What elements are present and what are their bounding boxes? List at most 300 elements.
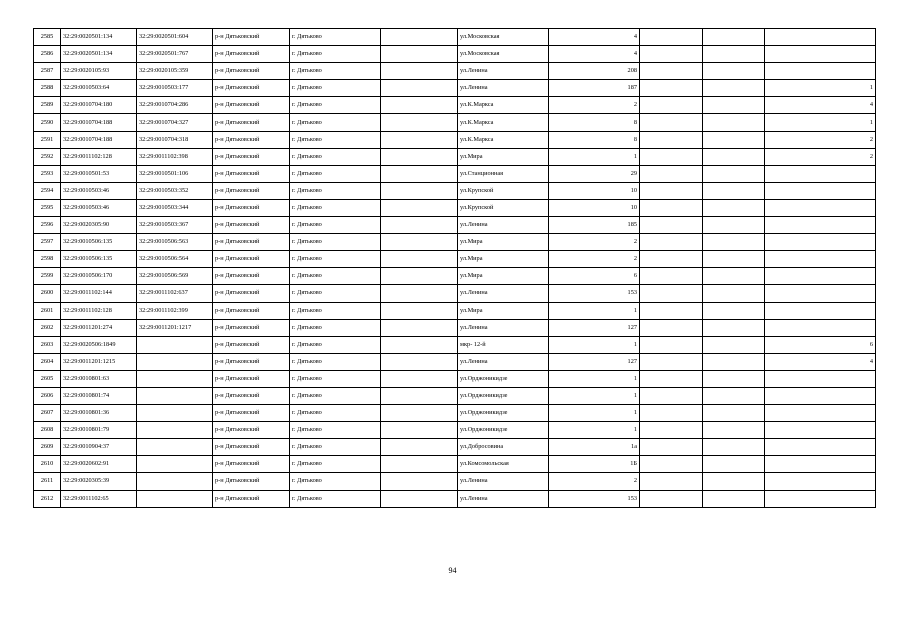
cell-empty: [381, 80, 458, 97]
cell-row-number: 2589: [34, 97, 61, 114]
cell-row-number: 2594: [34, 182, 61, 199]
cell-empty: [381, 302, 458, 319]
cell-district: р-н Дятьковский: [213, 422, 290, 439]
cell-town: г. Дятьково: [290, 490, 381, 507]
table-row: [34, 114, 876, 131]
cell-street: ул.Крупской: [458, 199, 549, 216]
cell-row-number: 2591: [34, 131, 61, 148]
table-row: [34, 234, 876, 251]
cell-apartment-number: 6: [765, 336, 876, 353]
cell-town: г. Дятьково: [290, 217, 381, 234]
cell-cadastral-number: 32:29:0010503:46: [61, 182, 137, 199]
cell-row-number: 2590: [34, 114, 61, 131]
cell-empty: [640, 199, 703, 216]
cell-cadastral-number-2: 32:29:0010506:564: [137, 251, 213, 268]
cell-empty: [381, 422, 458, 439]
cell-empty: [703, 387, 765, 404]
cell-cadastral-number: 32:29:0020506:1849: [61, 336, 137, 353]
cell-empty: [381, 29, 458, 46]
cell-street: ул.Крупской: [458, 182, 549, 199]
cell-cadastral-number: 32:29:0011102:65: [61, 490, 137, 507]
cell-empty: [381, 336, 458, 353]
cell-cadastral-number: 32:29:0020501:134: [61, 46, 137, 63]
cell-district: р-н Дятьковский: [213, 131, 290, 148]
cell-empty: [640, 387, 703, 404]
cell-house-number: 1Б: [549, 456, 640, 473]
cell-empty: [703, 182, 765, 199]
cell-cadastral-number-2: 32:29:0010704:318: [137, 131, 213, 148]
cell-street: ул.Московская: [458, 29, 549, 46]
cell-empty: [703, 234, 765, 251]
cell-town: г. Дятьково: [290, 319, 381, 336]
cell-district: р-н Дятьковский: [213, 268, 290, 285]
cell-empty: [381, 370, 458, 387]
cell-house-number: 4: [549, 29, 640, 46]
cell-row-number: 2599: [34, 268, 61, 285]
cell-row-number: 2597: [34, 234, 61, 251]
cell-house-number: 1а: [549, 439, 640, 456]
cell-apartment-number: [765, 370, 876, 387]
cell-cadastral-number: 32:29:0011102:128: [61, 302, 137, 319]
cell-district: р-н Дятьковский: [213, 97, 290, 114]
cell-row-number: 2610: [34, 456, 61, 473]
cell-district: р-н Дятьковский: [213, 80, 290, 97]
cell-apartment-number: [765, 234, 876, 251]
cell-cadastral-number: 32:29:0010704:180: [61, 97, 137, 114]
cell-empty: [640, 217, 703, 234]
cell-cadastral-number: 32:29:0010801:79: [61, 422, 137, 439]
cell-empty: [640, 370, 703, 387]
cell-apartment-number: [765, 251, 876, 268]
cell-house-number: 2: [549, 234, 640, 251]
cell-street: ул.Орджоникидзе: [458, 370, 549, 387]
table-row: [34, 336, 876, 353]
cell-empty: [703, 80, 765, 97]
cell-empty: [640, 131, 703, 148]
cell-cadastral-number: 32:29:0020501:134: [61, 29, 137, 46]
cell-cadastral-number-2: 32:29:0010503:177: [137, 80, 213, 97]
cell-apartment-number: [765, 268, 876, 285]
cell-street: ул.Ленина: [458, 353, 549, 370]
registry-table: [33, 28, 876, 508]
cell-cadastral-number: 32:29:0010503:46: [61, 199, 137, 216]
cell-cadastral-number: 32:29:0010801:63: [61, 370, 137, 387]
cell-row-number: 2607: [34, 405, 61, 422]
cell-district: р-н Дятьковский: [213, 319, 290, 336]
cell-empty: [381, 490, 458, 507]
cell-row-number: 2609: [34, 439, 61, 456]
cell-empty: [381, 165, 458, 182]
cell-house-number: 1: [549, 422, 640, 439]
cell-row-number: 2602: [34, 319, 61, 336]
table-row: [34, 405, 876, 422]
cell-town: г. Дятьково: [290, 456, 381, 473]
cell-cadastral-number: 32:29:0020305:90: [61, 217, 137, 234]
cell-town: г. Дятьково: [290, 46, 381, 63]
cell-town: г. Дятьково: [290, 251, 381, 268]
cell-town: г. Дятьково: [290, 405, 381, 422]
cell-empty: [640, 353, 703, 370]
cell-row-number: 2604: [34, 353, 61, 370]
cell-empty: [381, 268, 458, 285]
cell-street: ул.Ленина: [458, 285, 549, 302]
cell-empty: [640, 456, 703, 473]
cell-street: ул.Ленина: [458, 319, 549, 336]
cell-street: ул.Ленина: [458, 473, 549, 490]
cell-cadastral-number-2: 32:29:0010503:352: [137, 182, 213, 199]
cell-street: ул.Станционная: [458, 165, 549, 182]
cell-empty: [703, 456, 765, 473]
table-row: [34, 199, 876, 216]
cell-empty: [703, 268, 765, 285]
cell-empty: [640, 234, 703, 251]
cell-district: р-н Дятьковский: [213, 285, 290, 302]
table-row: [34, 285, 876, 302]
cell-row-number: 2601: [34, 302, 61, 319]
cell-cadastral-number: 32:29:0020602:91: [61, 456, 137, 473]
cell-district: р-н Дятьковский: [213, 387, 290, 404]
cell-district: р-н Дятьковский: [213, 405, 290, 422]
cell-district: р-н Дятьковский: [213, 46, 290, 63]
cell-empty: [381, 387, 458, 404]
cell-empty: [703, 29, 765, 46]
table-body: [34, 29, 876, 508]
cell-empty: [381, 353, 458, 370]
cell-apartment-number: [765, 387, 876, 404]
cell-street: ул.К.Маркса: [458, 131, 549, 148]
cell-empty: [381, 131, 458, 148]
cell-empty: [640, 422, 703, 439]
cell-cadastral-number: 32:29:0010801:74: [61, 387, 137, 404]
cell-cadastral-number-2: 32:29:0010501:106: [137, 165, 213, 182]
cell-house-number: 6: [549, 268, 640, 285]
cell-cadastral-number-2: 32:29:0011102:398: [137, 148, 213, 165]
cell-town: г. Дятьково: [290, 302, 381, 319]
cell-empty: [381, 182, 458, 199]
cell-cadastral-number-2: 32:29:0010704:286: [137, 97, 213, 114]
cell-empty: [703, 353, 765, 370]
cell-house-number: 1: [549, 336, 640, 353]
cell-cadastral-number-2: 32:29:0020501:767: [137, 46, 213, 63]
cell-cadastral-number-2: 32:29:0020105:359: [137, 63, 213, 80]
cell-town: г. Дятьково: [290, 473, 381, 490]
table-row: [34, 63, 876, 80]
cell-house-number: 8: [549, 114, 640, 131]
cell-empty: [703, 405, 765, 422]
cell-apartment-number: 4: [765, 353, 876, 370]
cell-town: г. Дятьково: [290, 182, 381, 199]
cell-empty: [381, 234, 458, 251]
cell-empty: [640, 285, 703, 302]
cell-row-number: 2595: [34, 199, 61, 216]
cell-apartment-number: 2: [765, 131, 876, 148]
cell-empty: [640, 148, 703, 165]
cell-town: г. Дятьково: [290, 439, 381, 456]
cell-district: р-н Дятьковский: [213, 439, 290, 456]
table-row: [34, 439, 876, 456]
cell-house-number: 10: [549, 182, 640, 199]
cell-empty: [703, 148, 765, 165]
cell-cadastral-number-2: 32:29:0010503:344: [137, 199, 213, 216]
cell-apartment-number: [765, 302, 876, 319]
cell-town: г. Дятьково: [290, 285, 381, 302]
cell-district: р-н Дятьковский: [213, 456, 290, 473]
cell-house-number: 2: [549, 473, 640, 490]
cell-town: г. Дятьково: [290, 370, 381, 387]
cell-empty: [703, 114, 765, 131]
cell-empty: [640, 165, 703, 182]
cell-empty: [703, 336, 765, 353]
cell-cadastral-number: 32:29:0010704:188: [61, 114, 137, 131]
cell-cadastral-number: 32:29:0010506:170: [61, 268, 137, 285]
cell-empty: [640, 97, 703, 114]
cell-house-number: 1: [549, 405, 640, 422]
cell-cadastral-number: 32:29:0010506:135: [61, 234, 137, 251]
cell-row-number: 2608: [34, 422, 61, 439]
cell-empty: [640, 29, 703, 46]
cell-apartment-number: [765, 456, 876, 473]
cell-district: р-н Дятьковский: [213, 251, 290, 268]
cell-empty: [703, 63, 765, 80]
table-row: [34, 148, 876, 165]
cell-street: ул.К.Маркса: [458, 114, 549, 131]
cell-apartment-number: 1: [765, 80, 876, 97]
cell-apartment-number: [765, 63, 876, 80]
cell-cadastral-number-2: 32:29:0011201:1217: [137, 319, 213, 336]
cell-cadastral-number-2: [137, 387, 213, 404]
cell-row-number: 2587: [34, 63, 61, 80]
cell-empty: [640, 80, 703, 97]
cell-row-number: 2588: [34, 80, 61, 97]
page-number: 94: [448, 566, 457, 575]
cell-empty: [381, 97, 458, 114]
cell-cadastral-number: 32:29:0010501:53: [61, 165, 137, 182]
cell-empty: [381, 285, 458, 302]
cell-house-number: 29: [549, 165, 640, 182]
cell-apartment-number: [765, 439, 876, 456]
cell-empty: [640, 114, 703, 131]
cell-town: г. Дятьково: [290, 268, 381, 285]
cell-cadastral-number-2: [137, 490, 213, 507]
cell-empty: [703, 165, 765, 182]
cell-empty: [640, 336, 703, 353]
cell-apartment-number: [765, 405, 876, 422]
cell-house-number: 208: [549, 63, 640, 80]
cell-empty: [640, 182, 703, 199]
cell-apartment-number: [765, 490, 876, 507]
cell-apartment-number: [765, 182, 876, 199]
cell-empty: [640, 405, 703, 422]
cell-district: р-н Дятьковский: [213, 353, 290, 370]
cell-empty: [703, 199, 765, 216]
table-row: [34, 302, 876, 319]
cell-row-number: 2592: [34, 148, 61, 165]
table-row: [34, 422, 876, 439]
cell-house-number: 1: [549, 387, 640, 404]
cell-empty: [640, 63, 703, 80]
cell-street: ул.Мира: [458, 251, 549, 268]
table-row: [34, 131, 876, 148]
cell-row-number: 2606: [34, 387, 61, 404]
cell-empty: [640, 251, 703, 268]
cell-cadastral-number: 32:29:0011201:1215: [61, 353, 137, 370]
cell-street: ул.Мира: [458, 148, 549, 165]
table-row: [34, 490, 876, 507]
table-row: [34, 29, 876, 46]
cell-empty: [703, 217, 765, 234]
cell-cadastral-number-2: 32:29:0011102:637: [137, 285, 213, 302]
cell-town: г. Дятьково: [290, 131, 381, 148]
cell-cadastral-number-2: [137, 439, 213, 456]
cell-street: ул.Орджоникидзе: [458, 405, 549, 422]
cell-empty: [703, 422, 765, 439]
cell-row-number: 2596: [34, 217, 61, 234]
cell-district: р-н Дятьковский: [213, 199, 290, 216]
cell-empty: [640, 46, 703, 63]
cell-district: р-н Дятьковский: [213, 370, 290, 387]
cell-house-number: 2: [549, 97, 640, 114]
cell-district: р-н Дятьковский: [213, 217, 290, 234]
cell-row-number: 2593: [34, 165, 61, 182]
cell-street: ул.Ленина: [458, 80, 549, 97]
table-row: [34, 456, 876, 473]
table-row: [34, 473, 876, 490]
cell-row-number: 2605: [34, 370, 61, 387]
cell-house-number: 127: [549, 319, 640, 336]
cell-empty: [703, 319, 765, 336]
cell-cadastral-number: 32:29:0010704:188: [61, 131, 137, 148]
table-row: [34, 46, 876, 63]
cell-empty: [703, 131, 765, 148]
cell-empty: [381, 456, 458, 473]
cell-apartment-number: [765, 422, 876, 439]
table-row: [34, 251, 876, 268]
cell-district: р-н Дятьковский: [213, 182, 290, 199]
cell-cadastral-number: 32:29:0020105:93: [61, 63, 137, 80]
cell-row-number: 2585: [34, 29, 61, 46]
cell-empty: [640, 268, 703, 285]
cell-empty: [381, 319, 458, 336]
cell-district: р-н Дятьковский: [213, 63, 290, 80]
cell-apartment-number: 4: [765, 97, 876, 114]
cell-house-number: 1: [549, 148, 640, 165]
cell-cadastral-number: 32:29:0011201:274: [61, 319, 137, 336]
cell-cadastral-number-2: [137, 422, 213, 439]
cell-district: р-н Дятьковский: [213, 114, 290, 131]
cell-house-number: 1: [549, 370, 640, 387]
cell-town: г. Дятьково: [290, 148, 381, 165]
cell-apartment-number: [765, 319, 876, 336]
cell-cadastral-number: 32:29:0020305:39: [61, 473, 137, 490]
cell-cadastral-number-2: 32:29:0010506:563: [137, 234, 213, 251]
cell-street: ул.Орджоникидзе: [458, 422, 549, 439]
cell-street: ул.Ленина: [458, 490, 549, 507]
cell-house-number: 8: [549, 131, 640, 148]
cell-house-number: 153: [549, 285, 640, 302]
cell-cadastral-number-2: 32:29:0011102:399: [137, 302, 213, 319]
table-row: [34, 97, 876, 114]
cell-empty: [703, 302, 765, 319]
cell-empty: [381, 114, 458, 131]
cell-district: р-н Дятьковский: [213, 234, 290, 251]
cell-empty: [381, 148, 458, 165]
cell-empty: [703, 97, 765, 114]
cell-street: ул.К.Маркса: [458, 97, 549, 114]
cell-apartment-number: [765, 473, 876, 490]
cell-street: ул.Ленина: [458, 217, 549, 234]
cell-town: г. Дятьково: [290, 80, 381, 97]
cell-empty: [381, 405, 458, 422]
cell-cadastral-number: 32:29:0010904:37: [61, 439, 137, 456]
cell-street: ул.Мира: [458, 268, 549, 285]
cell-empty: [640, 319, 703, 336]
cell-empty: [703, 439, 765, 456]
cell-cadastral-number: 32:29:0011102:128: [61, 148, 137, 165]
cell-street: ул.Ленина: [458, 63, 549, 80]
cell-house-number: 185: [549, 217, 640, 234]
table-row: [34, 353, 876, 370]
cell-cadastral-number-2: [137, 456, 213, 473]
cell-district: р-н Дятьковский: [213, 29, 290, 46]
cell-apartment-number: 1: [765, 114, 876, 131]
cell-district: р-н Дятьковский: [213, 165, 290, 182]
table-row: [34, 217, 876, 234]
cell-empty: [703, 46, 765, 63]
cell-empty: [703, 285, 765, 302]
cell-empty: [640, 490, 703, 507]
cell-house-number: 1: [549, 302, 640, 319]
cell-cadastral-number: 32:29:0010503:64: [61, 80, 137, 97]
cell-house-number: 2: [549, 251, 640, 268]
cell-empty: [640, 439, 703, 456]
cell-house-number: 187: [549, 80, 640, 97]
cell-empty: [381, 46, 458, 63]
cell-apartment-number: [765, 199, 876, 216]
cell-street: ул.Мира: [458, 302, 549, 319]
cell-street: ул.Мира: [458, 234, 549, 251]
cell-cadastral-number-2: [137, 336, 213, 353]
cell-town: г. Дятьково: [290, 165, 381, 182]
cell-empty: [381, 473, 458, 490]
cell-row-number: 2611: [34, 473, 61, 490]
cell-apartment-number: [765, 46, 876, 63]
cell-cadastral-number-2: 32:29:0010503:367: [137, 217, 213, 234]
cell-district: р-н Дятьковский: [213, 302, 290, 319]
table-row: [34, 165, 876, 182]
cell-cadastral-number-2: [137, 353, 213, 370]
cell-apartment-number: [765, 217, 876, 234]
cell-row-number: 2612: [34, 490, 61, 507]
table-row: [34, 80, 876, 97]
cell-cadastral-number-2: 32:29:0010704:327: [137, 114, 213, 131]
cell-cadastral-number: 32:29:0011102:144: [61, 285, 137, 302]
cell-cadastral-number-2: [137, 473, 213, 490]
cell-town: г. Дятьково: [290, 387, 381, 404]
cell-empty: [703, 370, 765, 387]
cell-apartment-number: 2: [765, 148, 876, 165]
cell-cadastral-number-2: 32:29:0010506:569: [137, 268, 213, 285]
table-row: [34, 182, 876, 199]
cell-row-number: 2600: [34, 285, 61, 302]
cell-street: ул.Добросовина: [458, 439, 549, 456]
cell-empty: [381, 217, 458, 234]
cell-house-number: 10: [549, 199, 640, 216]
cell-town: г. Дятьково: [290, 97, 381, 114]
cell-cadastral-number-2: 32:29:0020501:604: [137, 29, 213, 46]
cell-empty: [381, 439, 458, 456]
cell-empty: [381, 199, 458, 216]
table-row: [34, 387, 876, 404]
